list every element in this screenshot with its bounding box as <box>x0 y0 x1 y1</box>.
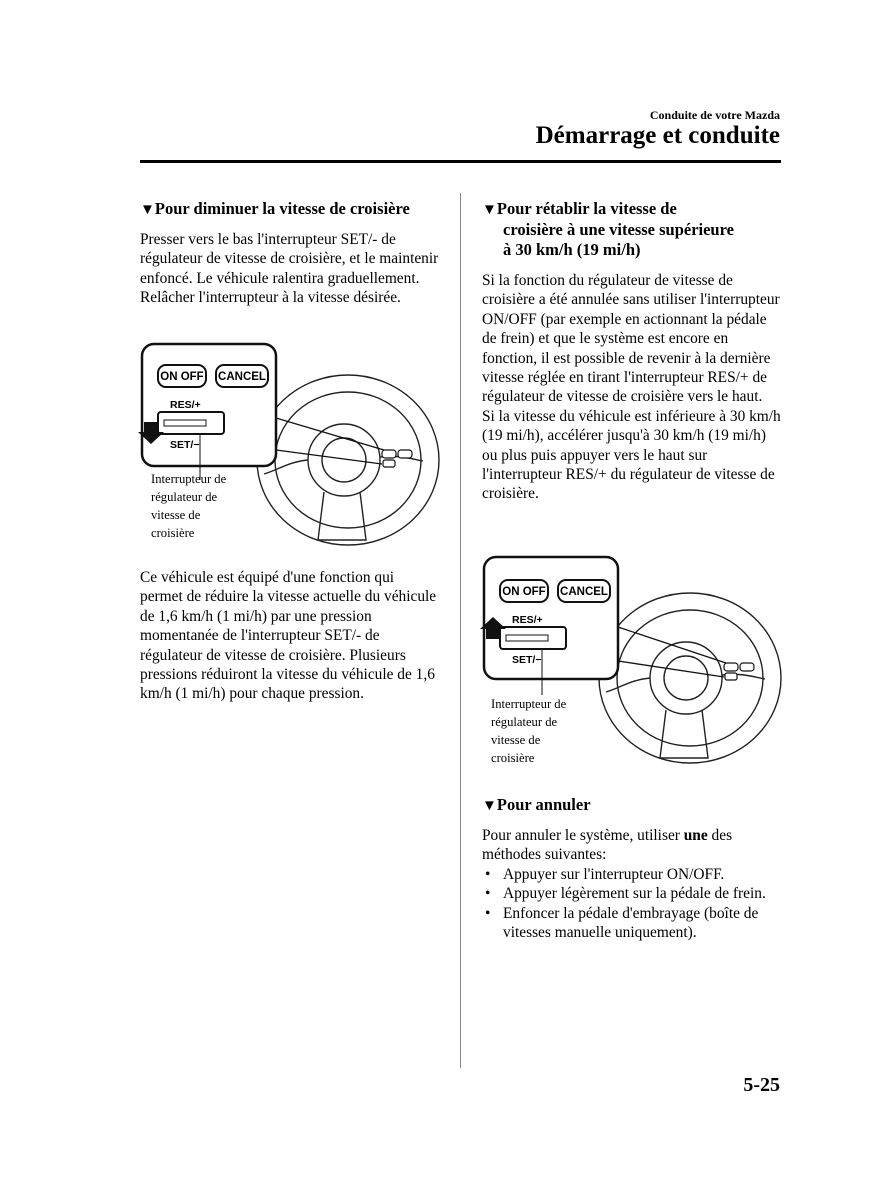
callout-box <box>142 344 276 466</box>
caption-line: croisière <box>491 751 535 765</box>
heading-line: Pour rétablir la vitesse de <box>496 199 677 218</box>
caption-line: croisière <box>151 526 195 540</box>
set-label: SET/− <box>512 654 542 666</box>
page-number: 5-25 <box>743 1074 780 1096</box>
caption-line: vitesse de <box>491 733 541 747</box>
heading-text: Pour diminuer la vitesse de croisière <box>154 199 410 218</box>
paragraph <box>482 826 782 865</box>
list-item-text: Appuyer sur l'interrupteur ON/OFF. <box>503 865 725 883</box>
section-heading-cancel <box>482 795 782 816</box>
list-item <box>482 865 782 884</box>
triangle-bullet-icon: ▼ <box>482 798 497 814</box>
triangle-bullet-icon: ▼ <box>140 202 155 218</box>
cancel-label: CANCEL <box>218 371 266 383</box>
cancel-methods-list <box>482 865 782 943</box>
figure-caption <box>491 695 566 767</box>
wheel-switch-cluster <box>382 450 412 467</box>
triangle-bullet-icon: ▼ <box>482 202 497 218</box>
decrease-speed-note <box>140 568 440 704</box>
res-label: RES/+ <box>170 399 201 411</box>
cancel-label: CANCEL <box>560 586 608 598</box>
heading-text: Pour annuler <box>496 795 591 814</box>
res-set-rocker-switch <box>158 412 224 434</box>
callout-box <box>484 557 618 679</box>
paragraph: Ce véhicule est équipé d'une fonction qui permet de réduire la vitesse actuelle du véhicule de 1,6 km/h (1 mi/h) par une pression momentanée de l'interrupteur SET/- de régulateur de vitesse de croisière. Plusieurs pressions réduiront la vitesse du véhicule de 1,6 km/h (1 mi/h) pour chaque pression. <box>140 569 437 703</box>
figure-caption <box>151 470 226 542</box>
column-divider <box>460 193 461 1068</box>
on-off-label: ON OFF <box>502 586 546 598</box>
caption-line: Interrupteur de <box>491 697 567 711</box>
bullet-icon: • <box>485 865 491 883</box>
caption-line: régulateur de <box>151 490 218 504</box>
paragraph: Si la fonction du régulateur de vitesse de croisière a été annulée sans utiliser l'interrupteur ON/OFF (par exemple en actionnant la pédale de frein) et que le système est encore en fonction, il est possible de revenir à la dernière vitesse réglée en tirant l'interrupteur RES/+ de régulateur de vitesse de croisière vers le haut. <box>482 272 780 406</box>
steering-wheel-illustration <box>599 593 781 763</box>
section-heading-resume-speed <box>482 199 782 260</box>
paragraph: Si la vitesse du véhicule est inférieure à 30 km/h (19 mi/h), accélérer jusqu'à 30 km/h (19 mi/h) ou plus puis appuyer vers le haut sur l'interrupteur RES/+ du régulateur de vitesse de croisière. <box>482 407 781 503</box>
cancel-instructions <box>482 826 782 942</box>
caption-line: régulateur de <box>491 715 558 729</box>
heading-line: croisière à une vitesse supérieure <box>503 220 734 239</box>
res-label: RES/+ <box>512 614 543 626</box>
wheel-switch-cluster <box>724 663 754 680</box>
section-heading-decrease-speed <box>140 199 440 220</box>
caption-line: Interrupteur de <box>151 472 227 486</box>
list-item <box>482 884 782 903</box>
text-run: des méthodes suivantes: <box>482 827 733 864</box>
caption-line: vitesse de <box>151 508 201 522</box>
decrease-speed-instructions <box>140 230 440 308</box>
bullet-icon: • <box>485 885 491 903</box>
running-header-subtitle: Conduite de votre Mazda <box>649 108 780 122</box>
list-item-text: Enfoncer la pédale d'embrayage (boîte de vitesses manuelle uniquement). <box>503 904 759 942</box>
on-off-label: ON OFF <box>160 371 204 383</box>
resume-speed-instructions <box>482 271 782 504</box>
res-set-rocker-switch <box>500 627 566 649</box>
list-item <box>482 904 782 943</box>
bullet-icon: • <box>485 904 491 922</box>
paragraph: Presser vers le bas l'interrupteur SET/- de régulateur de vitesse de croisière, et le maintenir enfoncé. Le véhicule ralentira graduellement. <box>140 231 439 287</box>
callout-lines <box>276 418 384 464</box>
set-label: SET/− <box>170 439 200 451</box>
page-title: Démarrage et conduite <box>535 122 780 149</box>
emphasis-text: une <box>683 827 708 844</box>
text-run: Pour annuler le système, utiliser <box>482 827 684 844</box>
paragraph: Relâcher l'interrupteur à la vitesse désirée. <box>140 289 401 307</box>
list-item-text: Appuyer légèrement sur la pédale de frein. <box>503 885 766 903</box>
header-rule <box>140 160 781 163</box>
heading-line: à 30 km/h (19 mi/h) <box>503 240 641 259</box>
